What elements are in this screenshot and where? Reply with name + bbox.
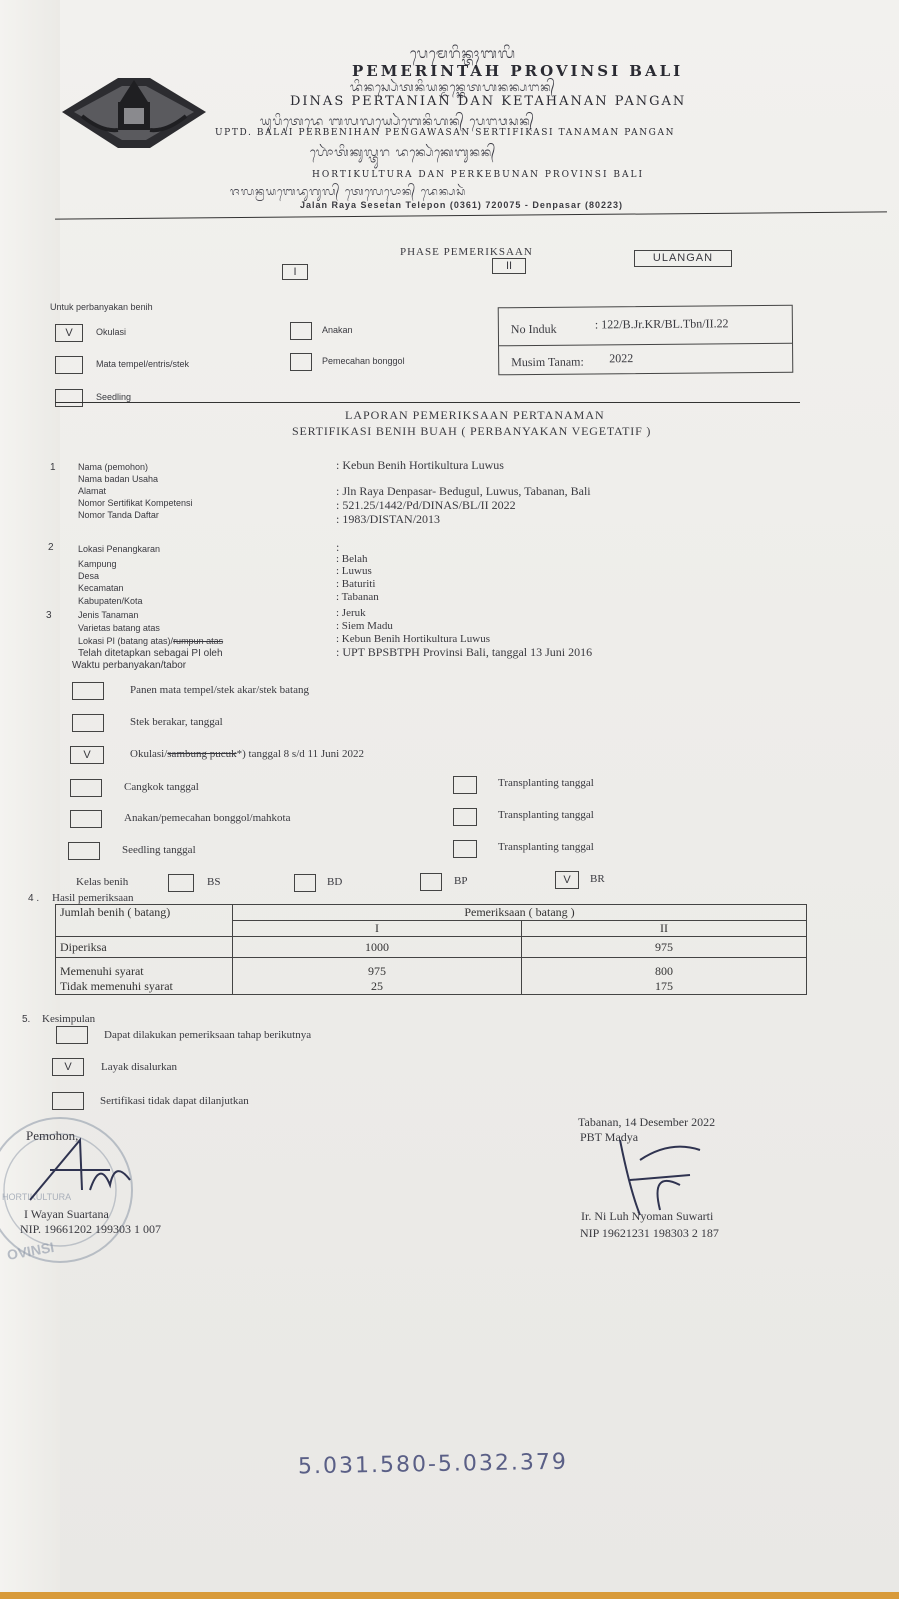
- left-name: I Wayan Suartana: [24, 1207, 109, 1221]
- s3-label-1: Varietas batang atas: [78, 623, 160, 633]
- section5-number: 5.: [22, 1014, 31, 1025]
- right-name: Ir. Ni Luh Nyoman Suwarti: [581, 1209, 714, 1223]
- s1-label-4: Nomor Tanda Daftar: [78, 510, 159, 520]
- report-title-1: LAPORAN PEMERIKSAAN PERTANAMAN: [345, 408, 605, 422]
- cangkok-label: Cangkok tanggal: [124, 781, 199, 793]
- header-balinese-4: ᬳᭀᬃᬢᬶᬓᬸᬮ᭄ᬢᬸᬭ ᬤᬦ᭄ᬧᬾᬃᬓᬾᬩᬸᬦᬦ᭄: [310, 145, 497, 159]
- phase-box-ulangan: ULANGAN: [634, 250, 732, 267]
- pemecahan-checkbox: [290, 353, 312, 371]
- transplanting-3-checkbox: [453, 840, 477, 858]
- col-header-jumlah: Jumlah benih ( batang): [56, 905, 233, 937]
- seedling-label: Seedling: [96, 392, 132, 402]
- section4-number: 4 .: [28, 893, 40, 904]
- no-induk-value: : 122/B.Jr.KR/BL.Tbn/II.22: [594, 316, 729, 332]
- okulasi-checkbox: V: [55, 324, 83, 342]
- header-balinese-3: ᬬᬸᬧᬶᬢᬾᬤᬾ ᬩᬮᬮᬬ᭄ᬧᬾᬃᬩᬾᬦᬶᬳᬦ᭄ ᬧᬾᬗᬯᬲᬦ᭄: [260, 114, 535, 128]
- transplanting-2-checkbox: [453, 808, 477, 826]
- s1-label-1: Nama badan Usaha: [78, 474, 159, 484]
- seedling-date-label: Seedling tanggal: [122, 844, 196, 856]
- s2-label-2: Desa: [78, 571, 100, 581]
- conclusion-2-checkbox: V: [52, 1058, 84, 1076]
- right-role: PBT Madya: [580, 1130, 639, 1144]
- s1-value-2: : Jln Raya Denpasar- Bedugul, Luwus, Tabanan, Bali: [336, 484, 591, 498]
- propagation-label: Untuk perbanyakan benih: [50, 302, 153, 312]
- left-signature: [20, 1130, 140, 1210]
- section5-title: Kesimpulan: [42, 1013, 96, 1025]
- propagation-divider: [55, 402, 800, 403]
- stamp-text: HORTIKULTURA: [2, 1192, 72, 1202]
- okulasi-label: Okulasi: [96, 327, 127, 337]
- conclusion-1-checkbox: [56, 1026, 88, 1044]
- musim-value: 2022: [609, 351, 634, 366]
- s3-value-3: : UPT BPSBTPH Provinsi Bali, tanggal 13 Juni 2016: [336, 645, 593, 659]
- s3-label-2-text: Lokasi PI (batang atas)/: [78, 636, 174, 646]
- phase-box-1: I: [282, 264, 308, 280]
- cangkok-checkbox: [70, 779, 102, 797]
- conclusion-2-label: Layak disalurkan: [101, 1061, 178, 1073]
- stamp-text-2: OVINSI: [5, 1238, 56, 1263]
- s2-value-3: : Baturiti: [336, 578, 376, 590]
- sub-header-1: I: [233, 921, 522, 937]
- row-label-memenuhi: Memenuhi syarat: [56, 958, 233, 980]
- document-page: [60, 0, 899, 1599]
- s1-label-3: Nomor Sertifikat Kompetensi: [78, 498, 193, 508]
- row-label-diperiksa: Diperiksa: [56, 937, 233, 958]
- kelas-label: Kelas benih: [76, 876, 129, 888]
- bp-label: BP: [454, 875, 468, 887]
- pemecahan-label: Pemecahan bonggol: [322, 356, 405, 366]
- okulasi-date-checkbox: V: [70, 746, 104, 764]
- s2-value-4: : Tabanan: [336, 591, 379, 603]
- left-nip: NIP. 19661202 199303 1 007: [20, 1222, 162, 1236]
- s2-label-1: Kampung: [78, 559, 117, 569]
- header-balinese-2: ᬤᬶᬦᬲ᭄ᬧᬾᬃᬢᬦᬶᬬᬦ᭄ᬤᬦ᭄ᬓᬾᬢᬳᬦᬦ᭄ᬧᬗᬦ᭄: [350, 80, 556, 94]
- table-row: [56, 958, 807, 980]
- no-induk-label: No Induk: [510, 321, 557, 337]
- s1-label-0: Nama (pemohon): [78, 462, 149, 472]
- s3-label-2-struck: rumpun atas: [173, 636, 224, 646]
- page-edge-left: [0, 0, 60, 1599]
- transplanting-1-label: Transplanting tanggal: [498, 777, 594, 789]
- conclusion-3-label: Sertifikasi tidak dapat dilanjutkan: [100, 1095, 249, 1107]
- s3-value-2: : Kebun Benih Hortikultura Luwus: [336, 633, 490, 645]
- row-tidak-1: 25: [233, 979, 522, 995]
- anakan-checkbox: [290, 322, 312, 340]
- row-memenuhi-1: 975: [233, 958, 522, 980]
- okulasi-date-pre: Okulasi/: [130, 748, 168, 760]
- br-label: BR: [590, 873, 605, 885]
- row-diperiksa-1: 1000: [233, 937, 522, 958]
- header-balinese-1: ᬧᬾᬫᬾᬭᬶᬦ᭄ᬢᬄᬩᬮᬶ: [410, 46, 516, 62]
- header-address: Jalan Raya Sesetan Telepon (0361) 720075 - Denpasar (80223): [300, 200, 623, 210]
- bottom-edge: [0, 1592, 899, 1599]
- transplanting-2-label: Transplanting tanggal: [498, 809, 594, 821]
- s2-value-2: : Luwus: [336, 565, 372, 577]
- header-title-2: DINAS PERTANIAN DAN KETAHANAN PANGAN: [290, 94, 687, 109]
- results-table: [55, 904, 807, 995]
- anakan-date-label: Anakan/pemecahan bonggol/mahkota: [124, 812, 291, 824]
- stek-label: Stek berakar, tanggal: [130, 716, 223, 728]
- section4-title: Hasil pemeriksaan: [52, 892, 134, 904]
- row-diperiksa-2: 975: [522, 937, 807, 958]
- row-memenuhi-2: 800: [522, 958, 807, 980]
- sub-header-2: II: [522, 921, 807, 937]
- mata-tempel-label: Mata tempel/entris/stek: [96, 359, 190, 369]
- header-title-3: UPTD. BALAI PERBENIHAN PENGAWASAN SERTIFIKASI TANAMAN PANGAN: [215, 128, 676, 138]
- bp-checkbox: [420, 873, 442, 891]
- row-label-tidak: Tidak memenuhi syarat: [56, 979, 233, 995]
- conclusion-1-label: Dapat dilakukan pemeriksaan tahap berikutnya: [104, 1029, 312, 1041]
- transplanting-3-label: Transplanting tanggal: [498, 841, 594, 853]
- seedling-date-checkbox: [68, 842, 100, 860]
- okulasi-date-label: [130, 748, 364, 760]
- anakan-label: Anakan: [322, 325, 353, 335]
- phase-box-2: II: [492, 258, 526, 274]
- header-title-1: PEMERINTAH PROVINSI BALI: [352, 62, 684, 80]
- s3-value-1: : Siem Madu: [336, 620, 393, 632]
- seedling-checkbox: [55, 389, 83, 407]
- info-box: [498, 305, 794, 376]
- s1-label-2: Alamat: [78, 486, 107, 496]
- bs-label: BS: [207, 876, 221, 888]
- s1-value-3: : 521.25/1442/Pd/DINAS/BL/II 2022: [336, 498, 516, 512]
- table-row: [56, 979, 807, 995]
- header-title-4: HORTIKULTURA DAN PERKEBUNAN PROVINSI BALI: [312, 170, 645, 180]
- table-header-row: [56, 905, 807, 921]
- transplanting-1-checkbox: [453, 776, 477, 794]
- section3-number: 3: [46, 610, 52, 621]
- bd-checkbox: [294, 874, 316, 892]
- bd-label: BD: [327, 876, 343, 888]
- s2-value-1: : Belah: [336, 553, 368, 565]
- s2-label-3: Kecamatan: [78, 583, 124, 593]
- s3-label-3: Telah ditetapkan sebagai PI oleh: [78, 648, 223, 659]
- right-signature: [600, 1130, 710, 1220]
- s2-label-0: Lokasi Penangkaran: [78, 544, 161, 554]
- s3-value-0: : Jeruk: [336, 607, 366, 619]
- okulasi-date-struck: sambung pucuk: [167, 748, 237, 760]
- br-checkbox: V: [555, 871, 579, 889]
- handwritten-serial-range: 5.031.580-5.032.379: [297, 1449, 569, 1480]
- left-role: Pemohon,: [26, 1128, 79, 1143]
- row-tidak-2: 175: [522, 979, 807, 995]
- s1-value-0: : Kebun Benih Hortikultura Luwus: [336, 458, 504, 472]
- s3-label-2: [78, 636, 223, 646]
- s3-label-0: Jenis Tanaman: [78, 610, 139, 620]
- bs-checkbox: [168, 874, 194, 892]
- table-row: [56, 937, 807, 958]
- stek-checkbox: [72, 714, 104, 732]
- header-balinese-5: ᬚᬮᬦ᭄ᬭᬬᬩᬾᬤᬸᬕᬸᬮ᭄ ᬢᬾᬮᬾᬧᭀᬦ᭄ ᬤᬾᬦ᭄ᬧᬲᬃ: [230, 185, 467, 198]
- right-place-date: Tabanan, 14 Desember 2022: [578, 1115, 716, 1129]
- s3-label-4: Waktu perbanyakan/tabor: [72, 660, 187, 671]
- mata-tempel-checkbox: [55, 356, 83, 374]
- right-nip: NIP 19621231 198303 2 187: [580, 1226, 719, 1240]
- panen-label: Panen mata tempel/stek akar/stek batang: [130, 684, 309, 696]
- report-title-2: SERTIFIKASI BENIH BUAH ( PERBANYAKAN VEGETATIF ): [292, 424, 652, 438]
- group-header-pemeriksaan: Pemeriksaan ( batang ): [233, 905, 807, 921]
- musim-label: Musim Tanam:: [511, 354, 584, 370]
- panen-checkbox: [72, 682, 104, 700]
- bali-province-logo: [58, 72, 210, 154]
- section2-number: 2: [48, 542, 54, 553]
- s2-value-0: :: [336, 540, 340, 554]
- okulasi-date-post: *) tanggal 8 s/d 11 Juni 2022: [236, 748, 364, 760]
- s2-label-4: Kabupaten/Kota: [78, 596, 143, 606]
- s1-value-4: : 1983/DISTAN/2013: [336, 512, 441, 526]
- phase-label: PHASE PEMERIKSAAN: [400, 246, 533, 258]
- anakan-date-checkbox: [70, 810, 102, 828]
- section1-number: 1: [50, 462, 56, 473]
